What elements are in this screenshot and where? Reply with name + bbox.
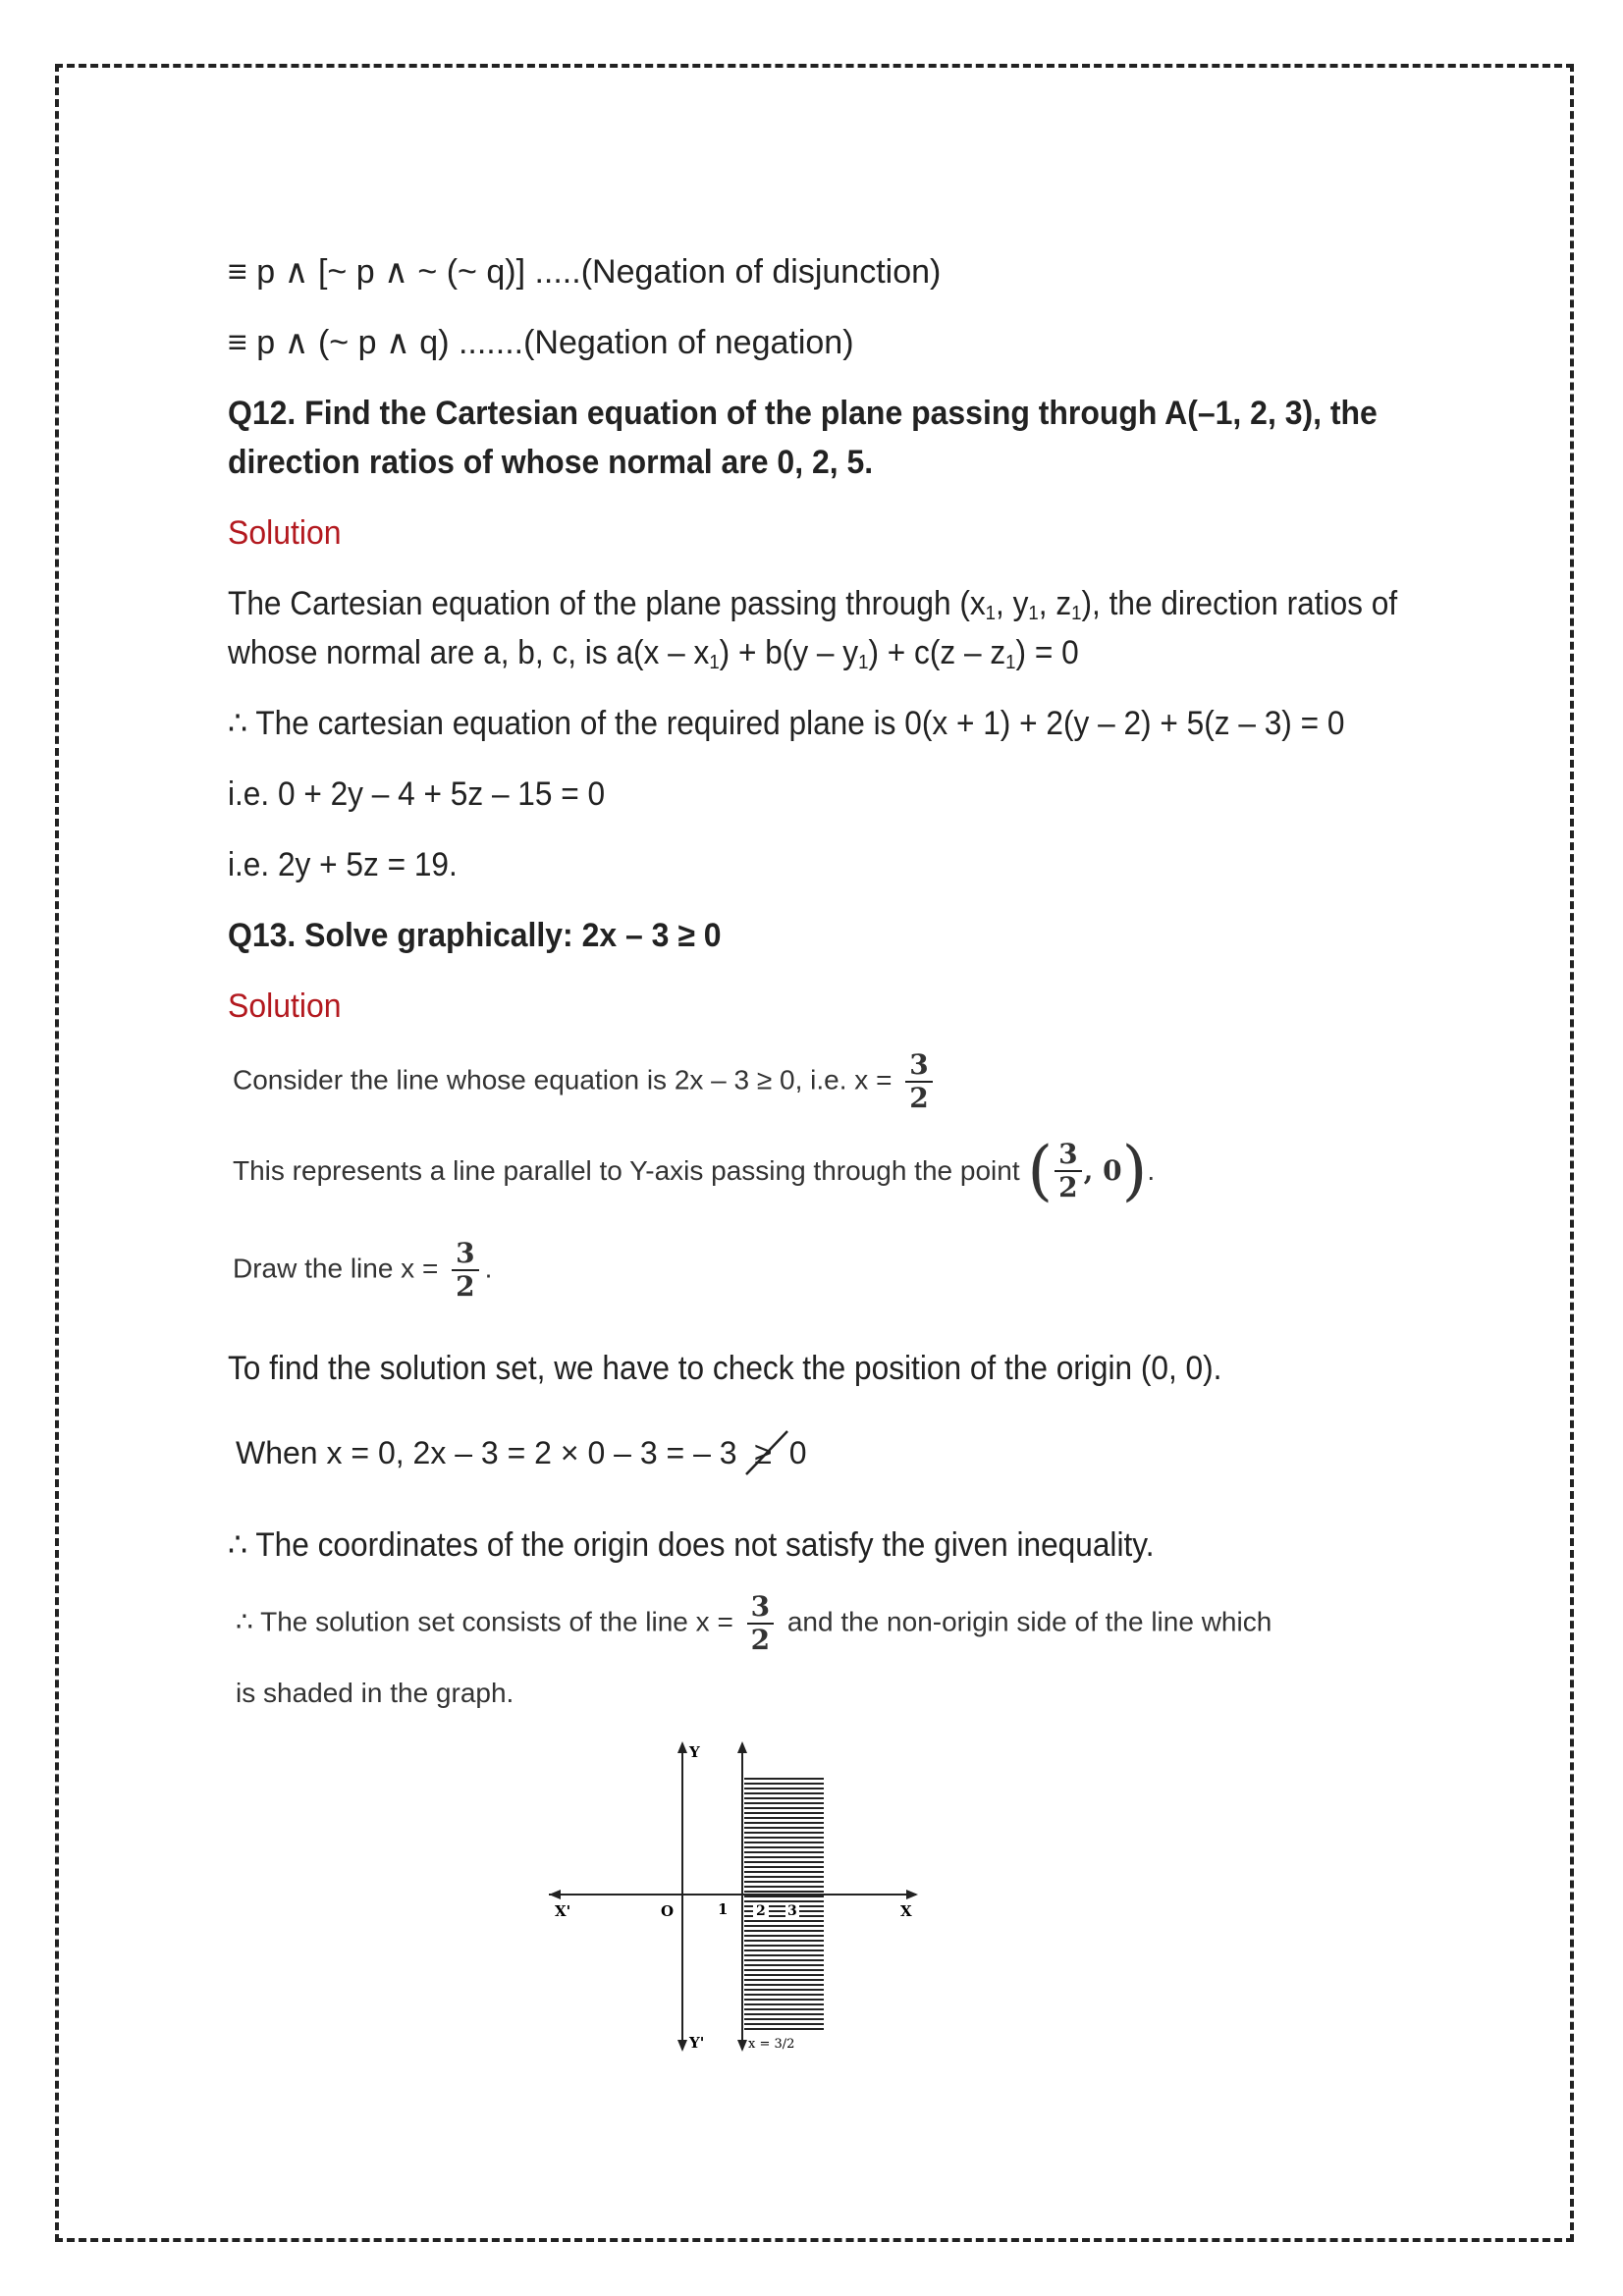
label-line-equation: x = 3/2 — [748, 2037, 795, 2052]
label-tick-1: 1 — [718, 1900, 729, 1918]
q13-check-origin: To find the solution set, we have to check the position of the origin (0, 0). — [228, 1350, 1222, 1387]
q13-when-x-zero: When x = 0, 2x – 3 = 2 × 0 – 3 = – 3 ≥ 0 — [236, 1433, 806, 1472]
q13-solution-heading: Solution — [228, 988, 342, 1025]
y-axis-neg-arrow — [677, 2040, 687, 2052]
line-bottom-arrow — [737, 2040, 747, 2052]
label-y-neg: Y' — [689, 2034, 705, 2052]
label-tick-2: 2 — [756, 1903, 766, 1919]
line-negation-negation: ≡ p ∧ (~ p ∧ q) .......(Negation of negation) — [228, 324, 854, 361]
label-x-neg: X' — [555, 1902, 571, 1920]
q12-solution-heading: Solution — [228, 514, 342, 552]
q13-solution-set: ∴ The solution set consists of the line x = $\frac{3}{2}$ and the non-origin side of the line which — [236, 1590, 1272, 1656]
q13-question: Q13. Solve graphically: 2x – 3 ≥ 0 — [228, 917, 722, 954]
label-y: Y — [689, 1743, 700, 1761]
y-axis-pos-arrow — [677, 1741, 687, 1753]
label-tick-3: 3 — [787, 1903, 797, 1919]
q12-solution-text-1: The Cartesian equation of the plane passing through ($x_1$, $y_1$, $z_1$), the direction ratios of — [228, 585, 1398, 624]
line-negation-disjunction: ≡ p ∧ [~ p ∧ ~ (~ q)] .....(Negation of disjunction) — [228, 253, 942, 291]
inequality-graph — [545, 1737, 928, 2061]
q13-consider-line: Consider the line whose equation is 2x – 3 ≥ 0, i.e. x = $\frac{3}{2}$ — [233, 1049, 939, 1114]
label-x: X — [900, 1902, 912, 1920]
label-origin: O — [661, 1902, 675, 1920]
x-axis-pos-arrow — [906, 1890, 918, 1899]
q13-origin-not-satisfy: ∴ The coordinates of the origin does not satisfy the given inequality. — [228, 1526, 1155, 1564]
q12-question-line1: Q12. Find the Cartesian equation of the plane passing through A(–1, 2, 3), the — [228, 395, 1378, 432]
q12-cartesian-equation: ∴ The cartesian equation of the required plane is 0(x + 1) + 2(y – 2) + 5(z – 3) = 0 — [228, 705, 1345, 742]
q12-solution-text-2: whose normal are a, b, c, is $a(x - x_1) + b(y - y_1) + c(z - z_1) = 0$ — [228, 634, 1079, 673]
fraction-three-halves: $\frac{3}{2}$ — [747, 1591, 774, 1656]
q12-answer: i.e. 2y + 5z = 19. — [228, 846, 458, 883]
fraction-three-halves: $\frac{3}{2}$ — [452, 1238, 478, 1303]
x-axis-neg-arrow — [549, 1890, 561, 1899]
q12-simplified: i.e. 0 + 2y – 4 + 5z – 15 = 0 — [228, 775, 606, 813]
q13-draw-line: Draw the line x = $\frac{3}{2}$ . — [233, 1237, 493, 1303]
q13-parallel-line: This represents a line parallel to Y-axis passing through the point ( $\frac{3}{2}$ , 0). — [233, 1133, 1156, 1208]
fraction-three-halves: $\frac{3}{2}$ — [905, 1049, 932, 1114]
line-top-arrow — [737, 1741, 747, 1753]
fraction-three-halves: $\frac{3}{2}$ — [1055, 1139, 1081, 1203]
q12-question-line2: direction ratios of whose normal are 0, 2, 5. — [228, 444, 874, 481]
not-greater-equal-symbol: ≥ — [754, 1433, 772, 1472]
q13-shaded-note: is shaded in the graph. — [236, 1678, 514, 1708]
